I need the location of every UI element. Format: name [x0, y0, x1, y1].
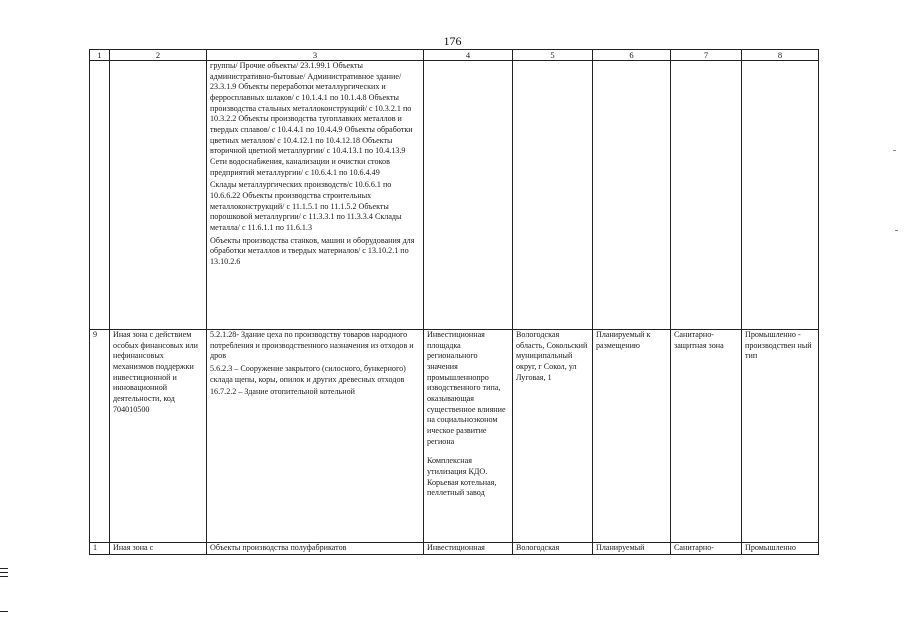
margin-mark [893, 150, 896, 151]
page-number: 176 [443, 34, 462, 48]
table-row [90, 543, 819, 555]
object-item: 5.6.2.3 – Сооружение закрытого (силосного, бункерного) склада щепы, коры, опилок и других древесных отходов [210, 364, 406, 384]
margin-mark [0, 611, 8, 612]
type: Промышленно - производствен ный тип [742, 330, 819, 543]
object-item: 5.2.1.28- Здание цеха по производству товаров народного потребления и производственного назначения из отходов и дров [210, 330, 414, 361]
zone-type: Санитарно- [671, 543, 742, 555]
column-header: 5 [513, 50, 593, 61]
zone-description: Иная зона с [110, 543, 207, 555]
column-header: 7 [671, 50, 742, 61]
table-row-continuation [90, 61, 819, 330]
type: Промышленно [742, 543, 819, 555]
column-header: 3 [207, 50, 424, 61]
status: Планируемый [593, 543, 671, 555]
column-header: 6 [593, 50, 671, 61]
location: Вологодская область, Сокольский муниципальный округ, г Сокол, ул Луговая, 1 [513, 330, 593, 543]
margin-mark [895, 230, 898, 231]
cell-status [593, 61, 671, 330]
objects-text: группы/ Прочие объекты/ 23.1.99.1 Объекты административно-бытовые/ Административное здание/ 23.3.1.9 Объекты переработки металлургических и ферросплавных шлаков/ с 10.1.4.1 по 10.1.4.8 Объекты производства стальных металлоконструкций/ с 10.3.2.1 по 10.3.2.2 Объекты производства тугоплавких металлов и твердых сплавов/ с 10.4.4.1 по 10.4.4.9 Объекты обработки цветных металлов/ с 10.4.12.1 по 10.4.12.18 Объекты вторичной цветной металлургии/ с 10.4.13.1 по 10.4.13.9 Сети водоснабжения, канализации и очистки стоков предприятий металлургии/ с 10.6.4.1 по 10.6.4.49 [210, 61, 413, 177]
column-header: 8 [742, 50, 819, 61]
document-table [89, 49, 819, 555]
margin-mark [0, 568, 8, 569]
cell-objects: Объекты производства полуфабрикатов [207, 543, 424, 555]
status: Планируемый к размещению [593, 330, 671, 543]
cell-zone [110, 61, 207, 330]
column-header: 2 [110, 50, 207, 61]
cell-num [90, 61, 110, 330]
object-name: Комплексная утилизация КДО. Корьевая котельная, пеллетный завод [427, 456, 497, 498]
object-item: 16.7.2.2 – Здание отопительной котельной [210, 387, 355, 397]
objects-text: Объекты производства станков, машин и оборудования для обработки металлов и твердых материалов/ с 13.10.2.1 по 13.10.2.6 [210, 235, 415, 267]
cell-location [513, 61, 593, 330]
objects-text: Склады металлургических производств/с 10.6.6.1 по 10.6.6.22 Объекты производства строительных металлоконструкций/ с 11.1.5.1 по 11.1.5.2 Объекты порошковой металлургии/ с 11.3.3.1 по 11.3.3.4 Склады металла/ с 11.6.1.1 по 11.6.1.3 [210, 180, 402, 233]
cell-objects [207, 61, 424, 330]
margin-mark [0, 572, 8, 573]
cell-type [742, 61, 819, 330]
margin-mark [0, 576, 8, 577]
column-header: 4 [424, 50, 513, 61]
cell-name [424, 61, 513, 330]
object-name: Инвестиционная площадка регионального значения промышленнопро изводственного типа, оказывающая существенное влияние на социальноэконом ическое развитие региона [427, 330, 506, 446]
row-number: 1 [90, 543, 110, 555]
cell-objects [207, 330, 424, 543]
row-number: 9 [90, 330, 110, 543]
zone-description: Иная зона с действием особых финансовых или нефинансовых механизмов поддержки инвестиционной и инновационной деятельности, код 704010500 [110, 330, 207, 543]
column-header: 1 [90, 50, 110, 61]
location: Вологодская [513, 543, 593, 555]
table-row [90, 330, 819, 543]
zone-type: Санитарно-защитная зона [671, 330, 742, 543]
cell-name [424, 330, 513, 543]
cell-zone-type [671, 61, 742, 330]
cell-name: Инвестиционная [424, 543, 513, 555]
column-header-row [90, 50, 819, 61]
